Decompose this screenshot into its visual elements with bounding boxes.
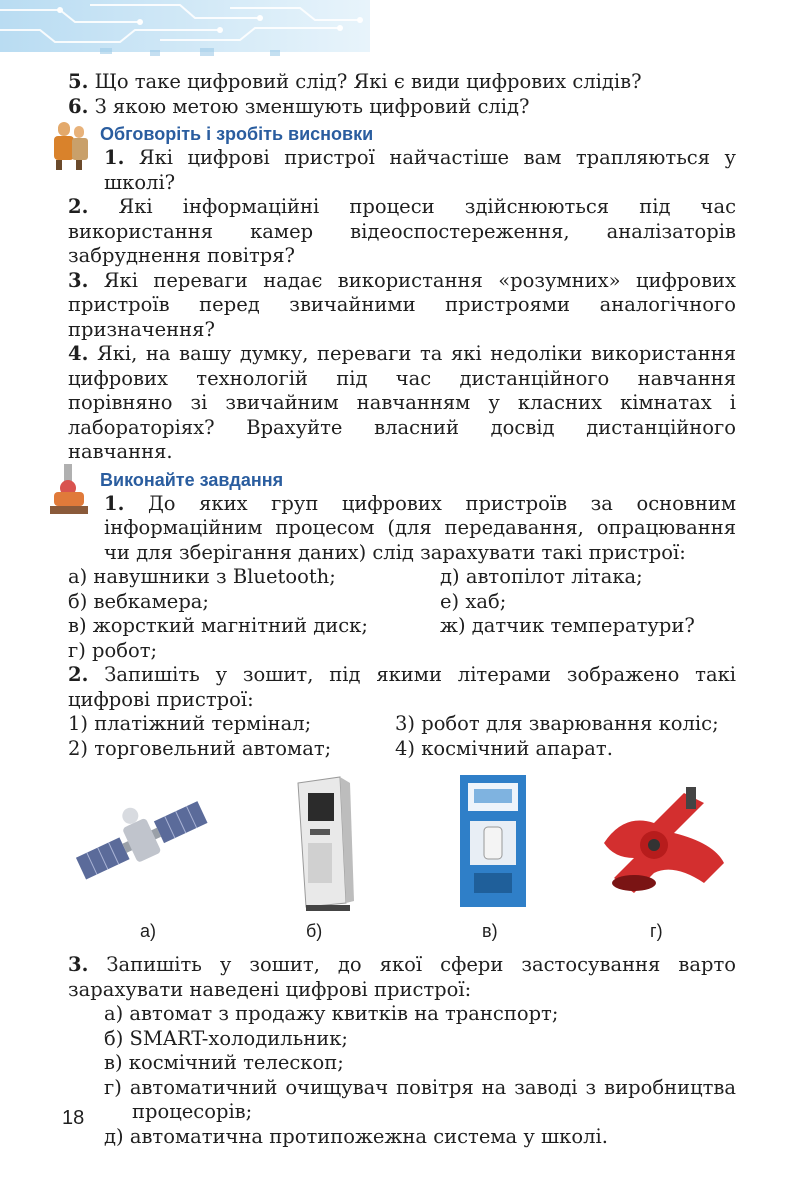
header-circuit-decoration <box>0 0 370 62</box>
discuss-item-4: 4. Які, на вашу думку, переваги та які недоліки використання цифрових технологій під час дистанційного навчання порівняно зі звичайним навчанням у класних кімнатах і лабораторіях? Врахуйте власний досвід дистанційного навчання. <box>68 342 736 463</box>
task-3-item: г) автоматичний очищувач повітря на заводі з виробництва процесорів; <box>104 1075 736 1123</box>
device-4: 4) космічний апарат. <box>395 736 613 760</box>
task-3-item: д) автоматична протипожежна система у школі. <box>104 1124 608 1148</box>
tasks-section-heading <box>68 466 736 492</box>
task-1: 1. До яких груп цифрових пристроїв за основним інформаційним процесом (для передавання, опрацювання чи для зберігання даних) слід зарахувати такі пристрої: <box>104 491 737 564</box>
robot-tool-icon <box>50 462 96 516</box>
task-3-item: в) космічний телескоп; <box>104 1051 344 1074</box>
discuss-item-3: 3. Які переваги надає використання «розумних» цифрових пристроїв перед звичайними пристроями аналогічного призначення? <box>68 268 737 341</box>
device-1: 1) платіжний термінал; <box>68 712 312 735</box>
caption-v: в) <box>482 921 498 941</box>
task-1-options <box>68 565 736 663</box>
page-number: 18 <box>62 1107 85 1129</box>
option-b: б) вебкамера; <box>68 589 210 613</box>
task-3: 3. Запишіть у зошит, до якої сфери застосування варто зарахувати наведені цифрові пристрої: <box>68 953 736 1001</box>
option-d: д) автопілот літака; <box>440 565 643 588</box>
caption-a: а) <box>140 921 157 941</box>
option-e: е) хаб; <box>440 589 507 613</box>
discuss-item-2: 2. Які інформаційні процеси здійснюються під час використання камер відеоспостереження, аналізаторів забруднення повітря? <box>68 195 736 267</box>
task-3-item: б) SMART-холодильник; <box>104 1026 348 1050</box>
discuss-section-heading <box>68 120 736 146</box>
task-2: 2. Запишіть у зошит, під якими літерами зображено такі цифрові пристрої: <box>68 663 736 711</box>
option-v: в) жорсткий магнітний диск; <box>68 614 368 637</box>
device-3: 3) робот для зварювання коліс; <box>395 712 719 735</box>
tasks-heading: Виконайте завдання <box>100 469 284 490</box>
question-6: 6. З якою метою зменшують цифровий слід? <box>68 94 530 118</box>
option-g: г) робот; <box>68 638 158 662</box>
discuss-item-1: 1. Які цифрові пристрої найчастіше вам трапляються у школі? <box>104 146 736 194</box>
device-2: 2) торговельний автомат; <box>68 736 332 760</box>
welding-robot-icon <box>594 773 734 913</box>
vending-machine-icon <box>454 773 534 913</box>
option-empty <box>440 639 736 664</box>
task-2-options <box>68 712 736 761</box>
caption-b: б) <box>306 921 323 941</box>
option-zh: ж) датчик температури? <box>440 614 695 637</box>
payment-terminal-icon <box>278 773 368 913</box>
option-a: а) навушники з Bluetooth; <box>68 565 336 588</box>
task-3-list <box>68 1002 736 1149</box>
discussion-people-icon <box>50 116 96 170</box>
page-content <box>68 70 736 1149</box>
satellite-icon <box>68 773 218 913</box>
task-3-item: а) автомат з продажу квитків на транспорт; <box>104 1002 559 1025</box>
caption-g: г) <box>650 921 663 941</box>
discuss-heading: Обговоріть і зробіть висновки <box>100 124 374 144</box>
question-5: 5. Що таке цифровий слід? Які є види цифрових слідів? <box>68 70 642 93</box>
device-images <box>68 773 736 953</box>
